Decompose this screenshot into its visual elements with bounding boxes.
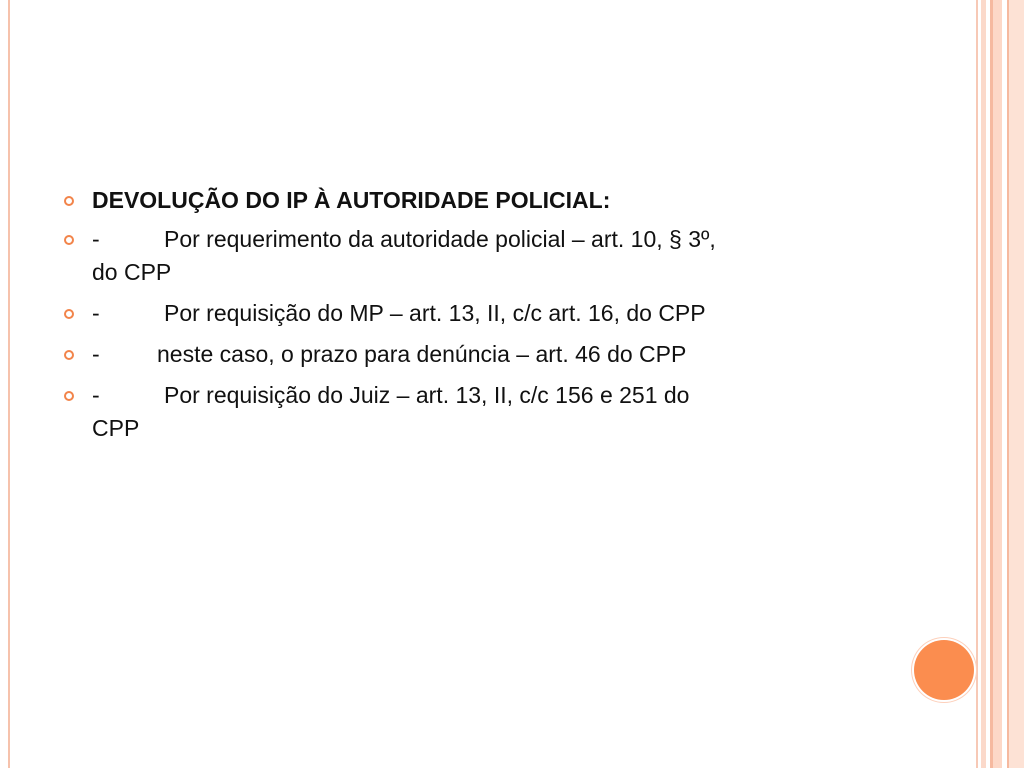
bullet-continuation: CPP xyxy=(92,415,140,441)
bullet-text: Por requisição do MP – art. 13, II, c/c art. 16, do CPP xyxy=(164,300,706,326)
bullet-dash: - xyxy=(92,300,100,326)
bullet-dash: - xyxy=(92,382,100,408)
bullet-dash: - xyxy=(92,341,100,367)
right-stripe xyxy=(993,0,1002,768)
bullet-item xyxy=(62,379,862,445)
ring-bullet-icon xyxy=(64,391,74,401)
slide-body xyxy=(62,184,862,453)
right-stripe xyxy=(1009,0,1024,768)
heading-text: DEVOLUÇÃO DO IP À AUTORIDADE POLICIAL: xyxy=(92,187,611,213)
bullet-continuation: do CPP xyxy=(92,259,172,285)
ring-bullet-icon xyxy=(64,350,74,360)
bullet-item xyxy=(62,297,862,330)
bullet-item xyxy=(62,223,862,289)
bullet-item xyxy=(62,338,862,371)
ring-bullet-icon xyxy=(64,309,74,319)
bullet-text: Por requerimento da autoridade policial – art. 10, § 3º, xyxy=(164,226,716,252)
right-stripe xyxy=(976,0,978,768)
ring-bullet-icon xyxy=(64,235,74,245)
bullet-dash: - xyxy=(92,226,100,252)
bullet-heading xyxy=(62,184,862,217)
orange-circle-icon xyxy=(914,640,974,700)
ring-bullet-icon xyxy=(64,196,74,206)
bullet-text: neste caso, o prazo para denúncia – art. 46 do CPP xyxy=(157,341,687,367)
bullet-text: Por requisição do Juiz – art. 13, II, c/c 156 e 251 do xyxy=(164,382,690,408)
left-frame-line xyxy=(8,0,10,768)
